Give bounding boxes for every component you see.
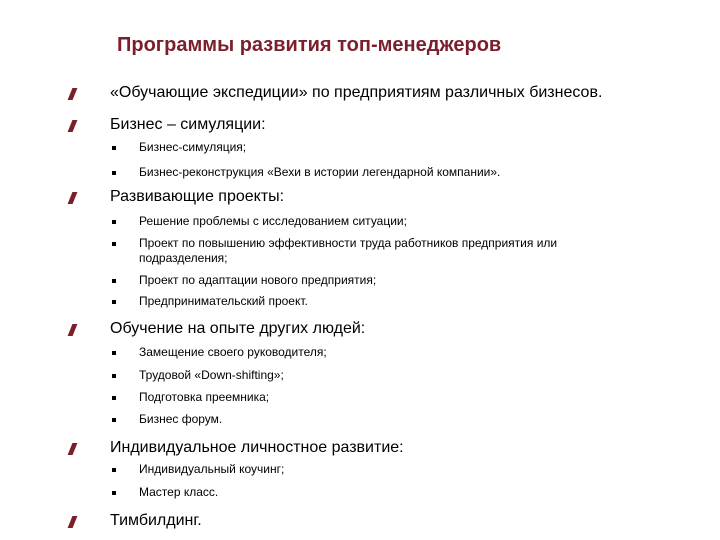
sub-item: Мастер класс. (139, 485, 219, 499)
section-bullet-icon (68, 192, 78, 204)
section-heading: Тимбилдинг. (110, 512, 202, 529)
sub-item: Решение проблемы с исследованием ситуации; (139, 214, 407, 228)
sub-bullet-icon (112, 396, 116, 400)
section-heading: Бизнес – симуляции: (110, 116, 266, 133)
sub-item: Индивидуальный коучинг; (139, 462, 285, 476)
section-heading: Обучение на опыте других людей: (110, 320, 366, 337)
sub-item: Бизнес форум. (139, 412, 223, 426)
sub-bullet-icon (112, 418, 116, 422)
sub-item: Трудовой «Down-shifting»; (139, 368, 284, 382)
sub-item: Бизнес-реконструкция «Вехи в истории легендарной компании». (139, 165, 501, 179)
section-bullet-icon (68, 88, 78, 100)
sub-item: Проект по повышению эффективности труда работников предприятия или (139, 236, 558, 250)
section-bullet-icon (68, 443, 78, 455)
sub-item: Предпринимательский проект. (139, 294, 308, 308)
sub-bullet-icon (112, 220, 116, 224)
sub-bullet-icon (112, 279, 116, 283)
sub-bullet-icon (112, 242, 116, 246)
sub-bullet-icon (112, 171, 116, 175)
section-bullet-icon (68, 324, 78, 336)
sub-bullet-icon (112, 374, 116, 378)
sub-bullet-icon (112, 300, 116, 304)
sub-item: Замещение своего руководителя; (139, 345, 327, 359)
sub-item: Подготовка преемника; (139, 390, 270, 404)
section-heading: Индивидуальное личностное развитие: (110, 439, 404, 456)
sub-bullet-icon (112, 491, 116, 495)
sub-item: Бизнес-симуляция; (139, 140, 247, 154)
sub-item: Проект по адаптации нового предприятия; (139, 273, 377, 287)
sub-item-continuation: подразделения; (139, 251, 228, 265)
section-bullet-icon (68, 120, 78, 132)
sub-bullet-icon (112, 468, 116, 472)
section-heading: Развивающие проекты: (110, 188, 285, 205)
slide-title: Программы развития топ-менеджеров (117, 34, 502, 56)
section-heading: «Обучающие экспедиции» по предприятиям различных бизнесов. (110, 84, 603, 101)
sub-bullet-icon (112, 146, 116, 150)
sub-bullet-icon (112, 351, 116, 355)
section-bullet-icon (68, 516, 78, 528)
